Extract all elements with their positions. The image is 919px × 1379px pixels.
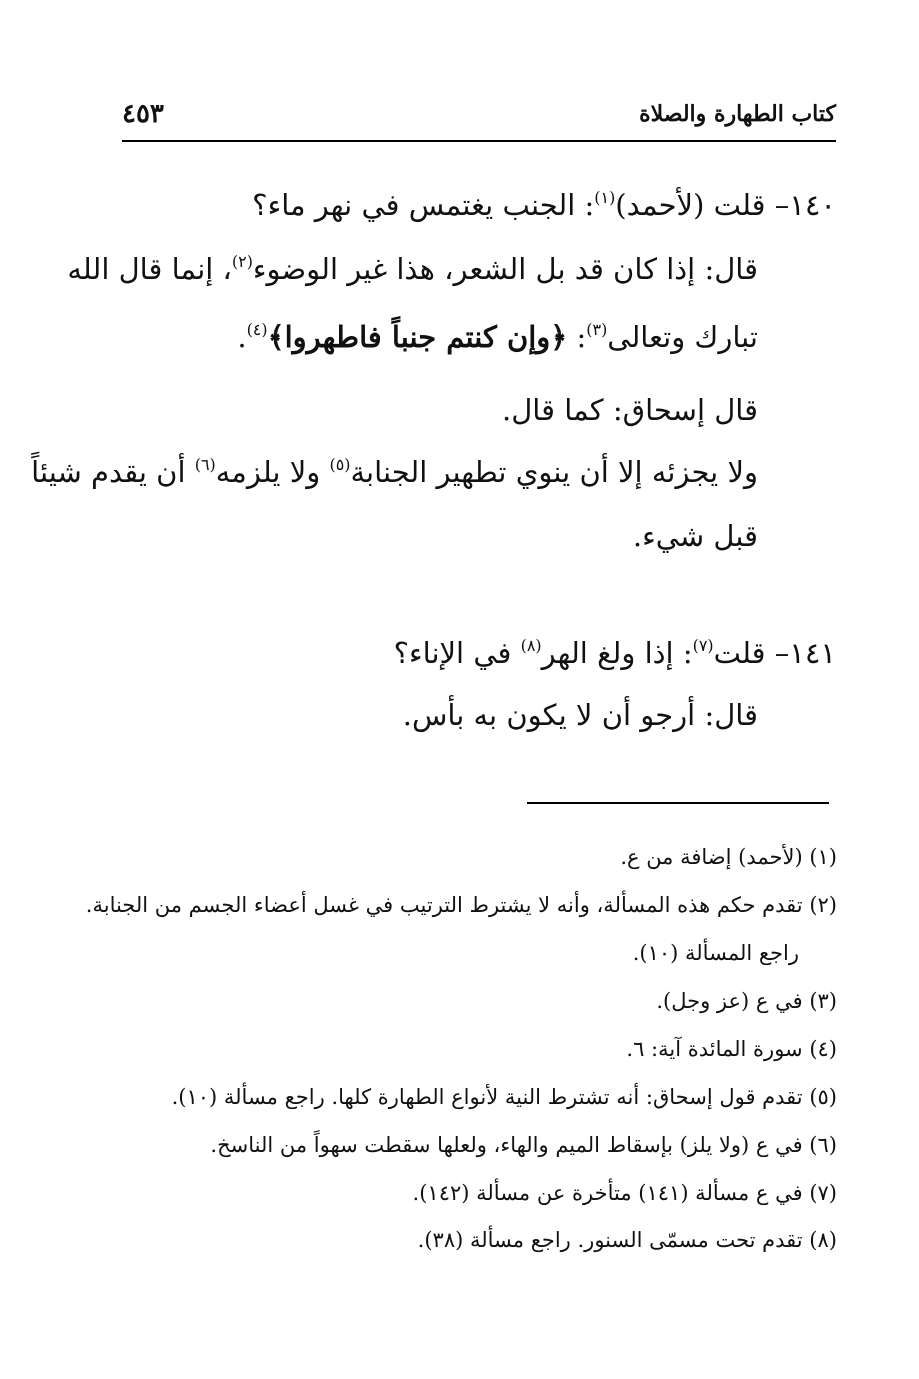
answer-140-line-2: تبارك وتعالى$^{(٣)}$: ﴿وإن كنتم جنباً فاطهروا﴾$^{(٤)}$.	[237, 320, 758, 354]
footnote-ref: (٣)	[586, 320, 608, 340]
question-number: ١٤١	[789, 636, 836, 670]
footnote-ref: (٢)	[231, 252, 253, 272]
footnote-ref: (٤)	[246, 320, 268, 340]
question-number: ١٤٠	[789, 188, 836, 222]
header-rule	[122, 140, 836, 142]
footnote-7: (٧) في ع مسألة (١٤١) متأخرة عن مسألة (١٤٢).	[412, 1181, 837, 1205]
ishaq-answer: قال إسحاق: كما قال.	[501, 393, 758, 427]
footnote-3: (٣) في ع (عز وجل).	[656, 989, 837, 1013]
footnote-ref: (٥)	[329, 455, 351, 475]
footnote-5: (٥) تقدم قول إسحاق: أنه تشترط النية لأنواع الطهارة كلها. راجع مسألة (١٠).	[171, 1085, 837, 1109]
footnote-4: (٤) سورة المائدة آية: ٦.	[626, 1037, 837, 1061]
running-head: كتاب الطهارة والصلاة	[639, 101, 836, 127]
footnote-6: (٦) في ع (ولا يلز) بإسقاط الميم والهاء، ولعلها سقطت سهواً من الناسخ.	[210, 1133, 837, 1157]
question-140: ١٤٠– قلت (لأحمد)$^{(١)}$: الجنب يغتمس في نهر ماء؟	[252, 188, 836, 222]
question-141: ١٤١– قلت$^{(٧)}$: إذا ولغ الهر$^{(٨)}$ في الإناء؟	[393, 636, 836, 670]
footnote-separator	[527, 802, 829, 804]
answer-140-line-1: قال: إذا كان قد بل الشعر، هذا غير الوضوء$^{(٢)}$، إنما قال الله	[67, 252, 758, 286]
footnote-ref: (٧)	[692, 636, 714, 656]
quran-verse: ﴿وإن كنتم جنباً فاطهروا﴾	[267, 320, 568, 354]
footnote-ref: (٨)	[520, 636, 542, 656]
answer-141: قال: أرجو أن لا يكون به بأس.	[402, 698, 758, 732]
footnote-1: (١) (لأحمد) إضافة من ع.	[620, 845, 837, 869]
footnote-8: (٨) تقدم تحت مسمّى السنور. راجع مسألة (٣٨).	[417, 1228, 837, 1252]
footnote-2: (٢) تقدم حكم هذه المسألة، وأنه لا يشترط الترتيب في غسل أعضاء الجسم من الجنابة.	[85, 893, 837, 917]
ishaq-continuation-line-2: قبل شيء.	[632, 519, 758, 553]
ishaq-continuation-line-1: ولا يجزئه إلا أن ينوي تطهير الجنابة$^{(٥)}$ ولا يلزمه$^{(٦)}$ أن يقدم شيئاً	[31, 455, 758, 489]
footnote-ref: (١)	[594, 188, 616, 208]
page-number: ٤٥٣	[122, 99, 164, 129]
footnote-ref: (٦)	[194, 455, 216, 475]
page-header	[122, 92, 836, 136]
footnote-2-continuation: راجع المسألة (١٠).	[632, 941, 799, 965]
